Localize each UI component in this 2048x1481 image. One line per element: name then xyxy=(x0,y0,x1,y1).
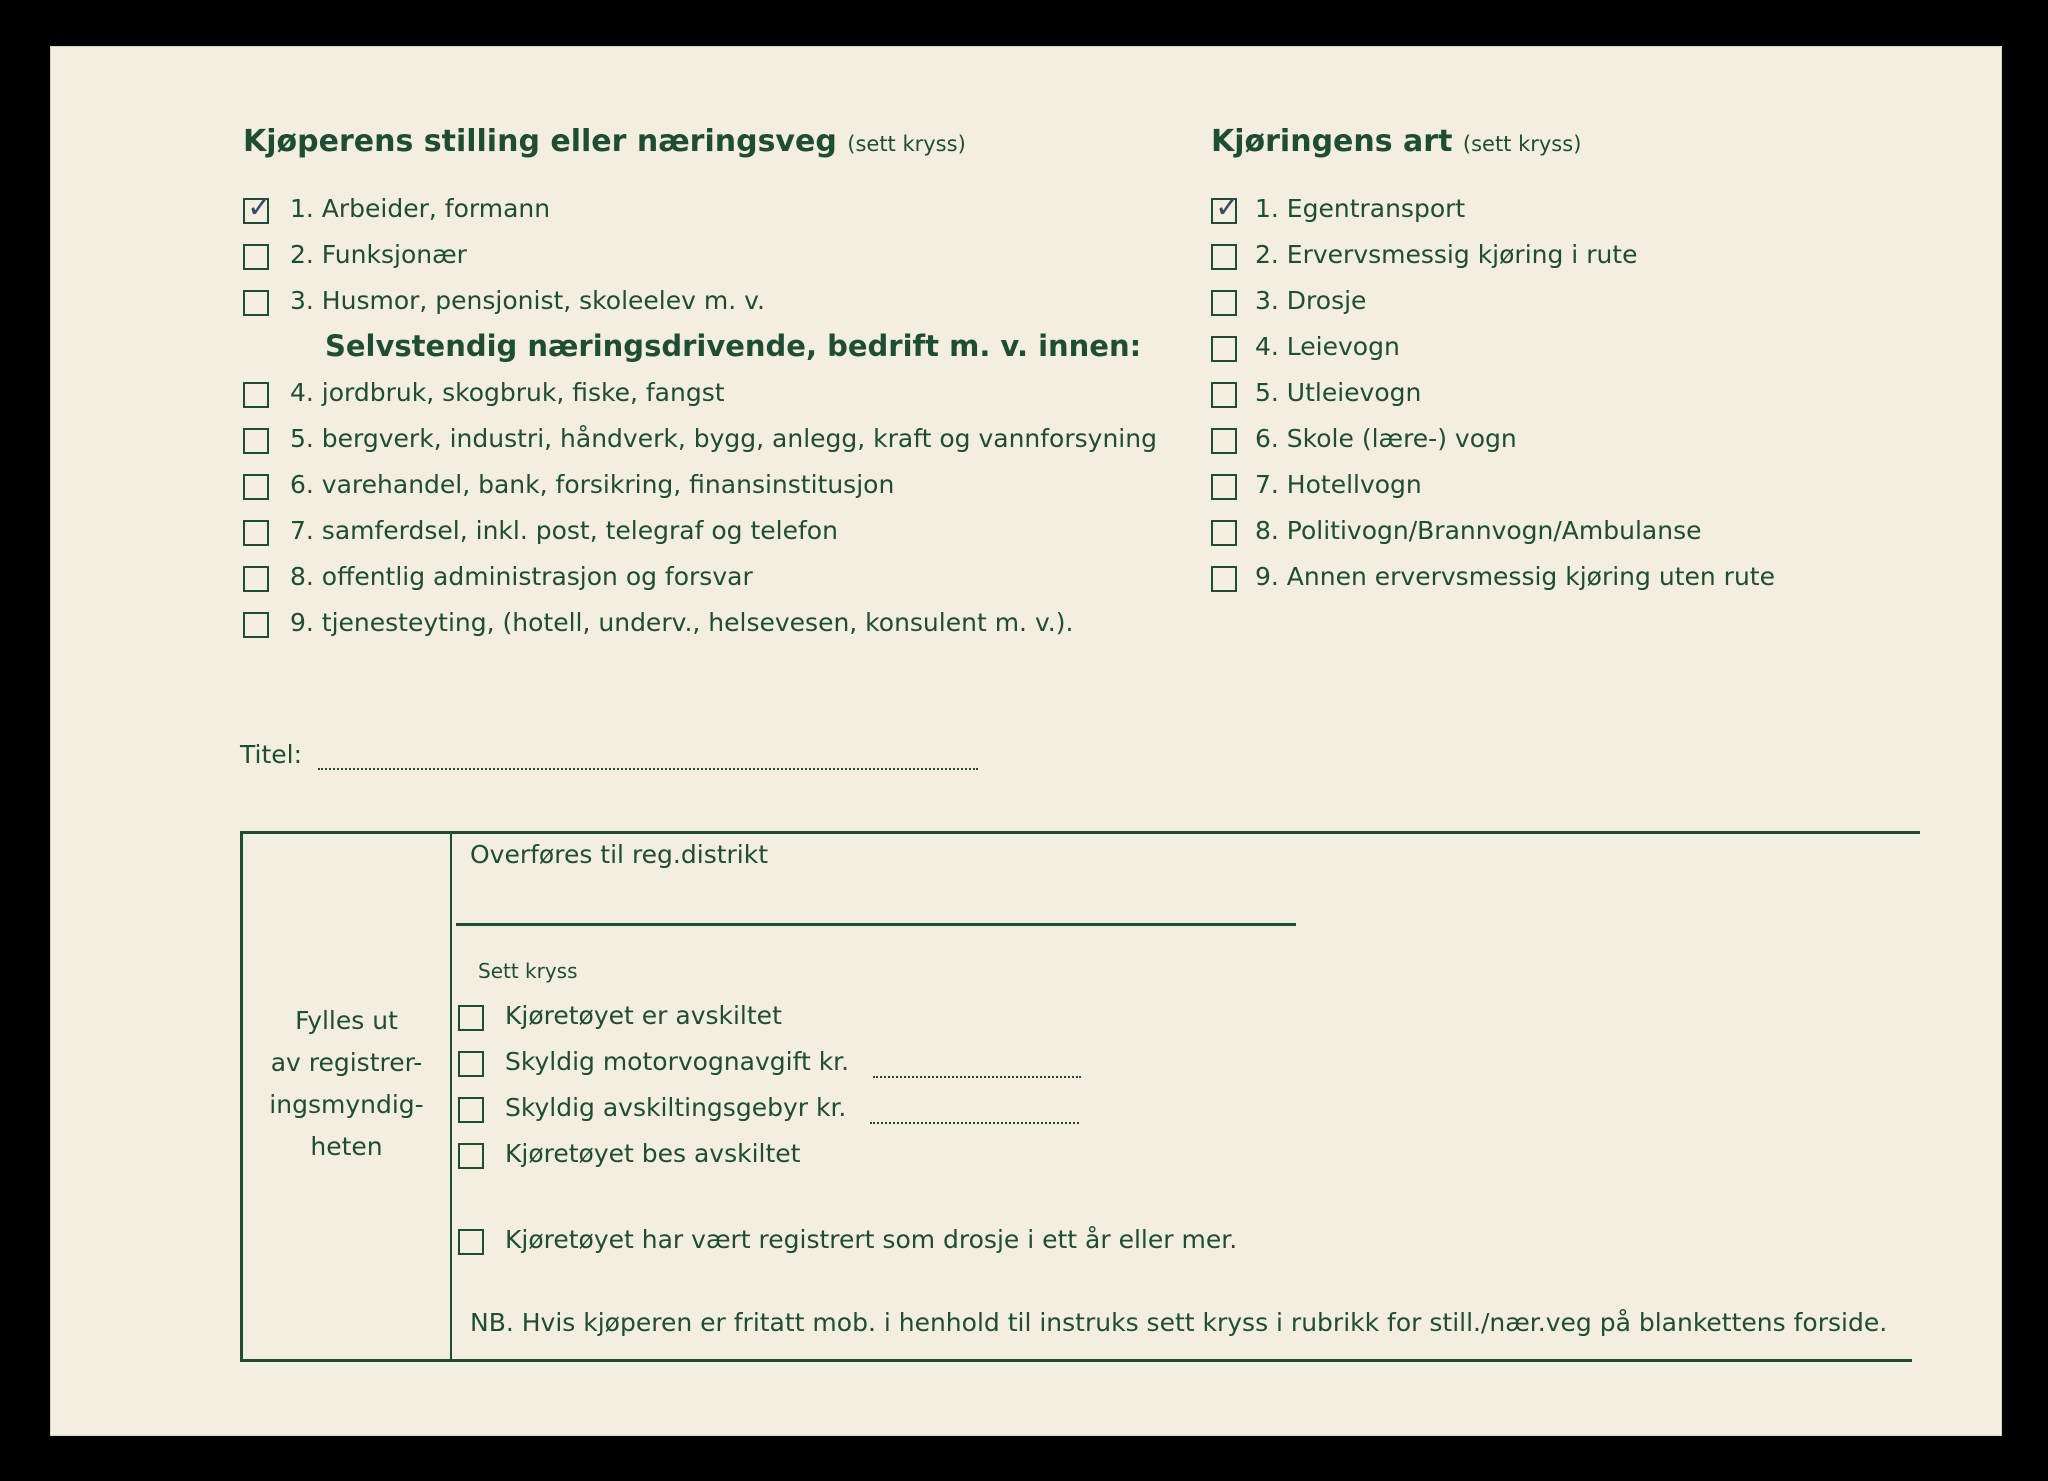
transfer-label: Overføres til reg.distrikt xyxy=(470,840,769,869)
title-field-line[interactable] xyxy=(318,768,978,770)
checkbox-husmor[interactable] xyxy=(243,290,269,316)
checkbox-offentlig[interactable] xyxy=(243,566,269,592)
option-label: 8. offentlig administrasjon og forsvar xyxy=(290,562,753,591)
motorvognavgift-amount-line[interactable] xyxy=(873,1076,1081,1078)
option-label: 1. Egentransport xyxy=(1255,194,1466,223)
checkbox-motorvognavgift[interactable] xyxy=(458,1051,484,1077)
option-label: 3. Husmor, pensjonist, skoleelev m. v. xyxy=(290,286,765,315)
checkbox-varehandel[interactable] xyxy=(243,474,269,500)
checkbox-jordbruk[interactable] xyxy=(243,382,269,408)
checkbox-skolevogn[interactable] xyxy=(1211,428,1237,454)
option-label: 2. Funksjonær xyxy=(290,240,467,269)
check-label: Skyldig avskiltingsgebyr kr. xyxy=(505,1093,847,1122)
nb-note: NB. Hvis kjøperen er fritatt mob. i henhold til instruks sett kryss i rubrikk for still./nær.veg på blankettens forside. xyxy=(470,1308,1888,1337)
option-label: 5. bergverk, industri, håndverk, bygg, anlegg, kraft og vannforsyning xyxy=(290,424,1157,453)
option-label: 7. samferdsel, inkl. post, telegraf og telefon xyxy=(290,516,838,545)
option-label: 2. Ervervsmessig kjøring i rute xyxy=(1255,240,1638,269)
check-hint: Sett kryss xyxy=(478,959,578,983)
option-label: 4. Leievogn xyxy=(1255,332,1400,361)
option-label: 4. jordbruk, skogbruk, fiske, fangst xyxy=(290,378,725,407)
check-label: Kjøretøyet bes avskiltet xyxy=(505,1139,801,1168)
checkbox-bergverk[interactable] xyxy=(243,428,269,454)
side-label-line: heten xyxy=(310,1132,383,1161)
check-label: Skyldig motorvognavgift kr. xyxy=(505,1047,850,1076)
side-label xyxy=(243,1000,450,1168)
checkbox-drosje[interactable] xyxy=(1211,290,1237,316)
check-label: Kjøretøyet er avskiltet xyxy=(505,1001,782,1030)
title-field-label: Titel: xyxy=(240,740,302,769)
option-label: 7. Hotellvogn xyxy=(1255,470,1422,499)
right-section-title xyxy=(1211,124,1581,159)
checkbox-samferdsel[interactable] xyxy=(243,520,269,546)
checkbox-bes-avskiltet[interactable] xyxy=(458,1143,484,1169)
form-sheet xyxy=(50,46,2002,1436)
side-label-line: Fylles ut xyxy=(295,1006,398,1035)
checkbox-egentransport[interactable] xyxy=(1211,198,1237,224)
option-label: 9. Annen ervervsmessig kjøring uten rute xyxy=(1255,562,1775,591)
check-label: Kjøretøyet har vært registrert som drosje i ett år eller mer. xyxy=(505,1225,1238,1254)
checkbox-leievogn[interactable] xyxy=(1211,336,1237,362)
transfer-rule[interactable] xyxy=(456,923,1296,926)
subheading-selvstendig: Selvstendig næringsdrivende, bedrift m. v. innen: xyxy=(325,329,1142,363)
option-label: 6. Skole (lære-) vogn xyxy=(1255,424,1517,453)
checkbox-tjenesteyting[interactable] xyxy=(243,612,269,638)
box-top-rule xyxy=(240,831,1920,834)
avskiltingsgebyr-amount-line[interactable] xyxy=(870,1122,1079,1124)
checkbox-avskiltet[interactable] xyxy=(458,1005,484,1031)
box-bottom-rule xyxy=(240,1359,1912,1362)
option-label: 9. tjenesteyting, (hotell, underv., helsevesen, konsulent m. v.). xyxy=(290,608,1074,637)
checkbox-hotellvogn[interactable] xyxy=(1211,474,1237,500)
checkbox-politivogn[interactable] xyxy=(1211,520,1237,546)
left-title-hint: (sett kryss) xyxy=(847,132,966,156)
option-label: 5. Utleievogn xyxy=(1255,378,1422,407)
checkbox-arbeider[interactable] xyxy=(243,198,269,224)
option-label: 8. Politivogn/Brannvogn/Ambulanse xyxy=(1255,516,1702,545)
side-label-line: ingsmyndig- xyxy=(269,1090,424,1119)
checkbox-rute[interactable] xyxy=(1211,244,1237,270)
checkbox-utleievogn[interactable] xyxy=(1211,382,1237,408)
option-label: 1. Arbeider, formann xyxy=(290,194,551,223)
checkbox-drosje-ett-aar[interactable] xyxy=(458,1229,484,1255)
box-divider xyxy=(450,833,452,1359)
option-label: 3. Drosje xyxy=(1255,286,1367,315)
right-title-hint: (sett kryss) xyxy=(1462,132,1582,156)
right-title-text: Kjøringens art xyxy=(1211,124,1453,159)
checkbox-funksjonaer[interactable] xyxy=(243,244,269,270)
checkbox-avskiltingsgebyr[interactable] xyxy=(458,1097,484,1123)
checkbox-annen[interactable] xyxy=(1211,566,1237,592)
left-section-title xyxy=(243,124,966,159)
option-label: 6. varehandel, bank, forsikring, finansinstitusjon xyxy=(290,470,895,499)
left-title-text: Kjøperens stilling eller næringsveg xyxy=(243,124,837,159)
side-label-line: av registrer- xyxy=(270,1048,423,1077)
